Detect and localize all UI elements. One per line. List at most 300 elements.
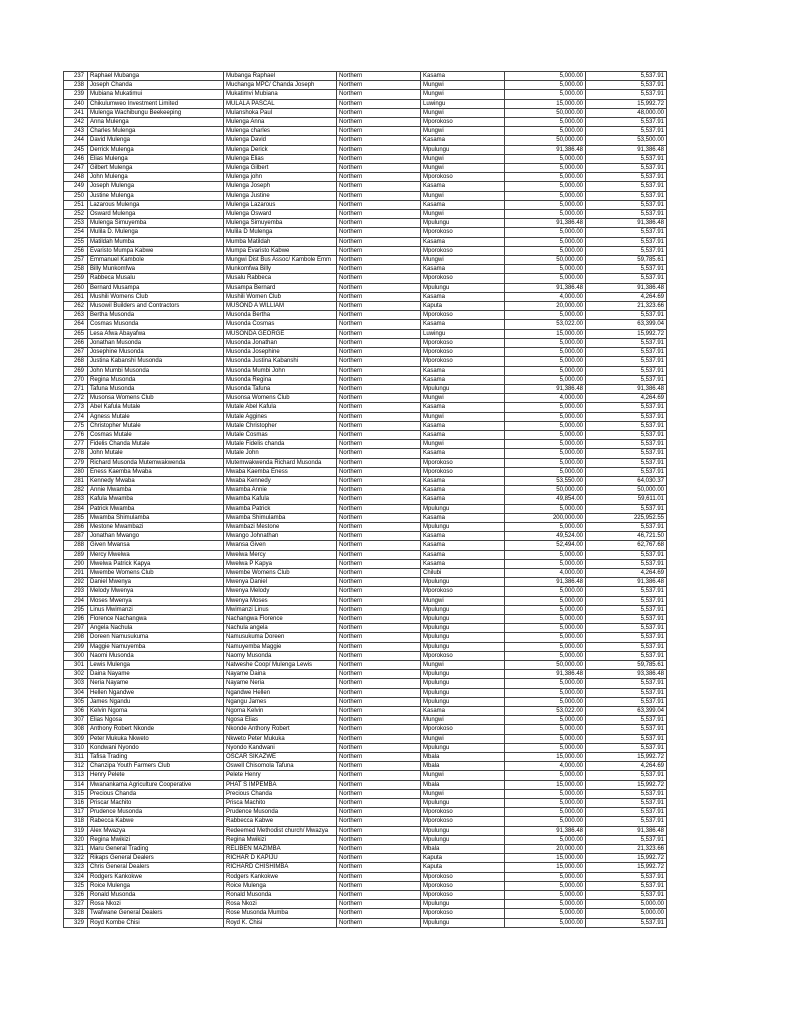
province-cell: Northern <box>337 81 421 90</box>
amount-cell: 5,000.00 <box>505 605 586 614</box>
district-cell: Mporokoso <box>421 338 505 347</box>
repayment-cell: 91,386.48 <box>586 219 667 228</box>
applicant-name-cell: Bertha Musonda <box>88 311 224 320</box>
row-number-cell: 283 <box>64 495 88 504</box>
repayment-cell: 4,264.69 <box>586 394 667 403</box>
amount-cell: 5,000.00 <box>505 743 586 752</box>
contact-name-cell: Rose Musonda Mumba <box>224 909 337 918</box>
contact-name-cell: Oswell Chisomola Tafuna <box>224 762 337 771</box>
amount-cell: 5,000.00 <box>505 237 586 246</box>
repayment-cell: 5,537.91 <box>586 651 667 660</box>
province-cell: Northern <box>337 550 421 559</box>
applicant-name-cell: Kelvin Ngoma <box>88 707 224 716</box>
amount-cell: 5,000.00 <box>505 274 586 283</box>
applicant-name-cell: Osward Mulenga <box>88 210 224 219</box>
contact-name-cell: RELIBEN MAZIMBA <box>224 845 337 854</box>
table-row <box>64 642 667 651</box>
row-number-cell: 316 <box>64 799 88 808</box>
amount-cell: 15,000.00 <box>505 863 586 872</box>
district-cell: Kasama <box>421 200 505 209</box>
row-number-cell: 314 <box>64 780 88 789</box>
row-number-cell: 245 <box>64 145 88 154</box>
district-cell: Mungwi <box>421 154 505 163</box>
table-row <box>64 771 667 780</box>
province-cell: Northern <box>337 587 421 596</box>
row-number-cell: 296 <box>64 614 88 623</box>
amount-cell: 5,000.00 <box>505 200 586 209</box>
row-number-cell: 295 <box>64 605 88 614</box>
repayment-cell: 5,537.91 <box>586 559 667 568</box>
applicant-name-cell: Precious Chanda <box>88 789 224 798</box>
contact-name-cell: Mutale Abel Kafula <box>224 403 337 412</box>
district-cell: Kasama <box>421 559 505 568</box>
district-cell: Mpulungu <box>421 283 505 292</box>
contact-name-cell: Nayame Neria <box>224 679 337 688</box>
row-number-cell: 287 <box>64 532 88 541</box>
district-cell: Kasama <box>421 366 505 375</box>
table-row <box>64 219 667 228</box>
amount-cell: 5,000.00 <box>505 835 586 844</box>
contact-name-cell: Nkonde Anthony Robert <box>224 725 337 734</box>
table-row <box>64 743 667 752</box>
district-cell: Kasama <box>421 495 505 504</box>
district-cell: Mpulungu <box>421 835 505 844</box>
table-row <box>64 605 667 614</box>
contact-name-cell: Musonda Josephine <box>224 348 337 357</box>
repayment-cell: 5,537.91 <box>586 357 667 366</box>
province-cell: Northern <box>337 394 421 403</box>
district-cell: Kaputa <box>421 854 505 863</box>
applicant-name-cell: Mwembe Womens Club <box>88 568 224 577</box>
province-cell: Northern <box>337 283 421 292</box>
repayment-cell: 5,537.91 <box>586 90 667 99</box>
repayment-cell: 15,992.72 <box>586 780 667 789</box>
amount-cell: 50,000.00 <box>505 136 586 145</box>
amount-cell: 5,000.00 <box>505 891 586 900</box>
amount-cell: 5,000.00 <box>505 430 586 439</box>
table-row <box>64 670 667 679</box>
repayment-cell: 63,399.04 <box>586 707 667 716</box>
contact-name-cell: Mumpa Evaristo Kabwe <box>224 246 337 255</box>
applicant-name-cell: Anthony Robert Nkonde <box>88 725 224 734</box>
row-number-cell: 241 <box>64 108 88 117</box>
applicant-name-cell: Maggie Namuyemba <box>88 642 224 651</box>
contact-name-cell: Mwimanzi Linus <box>224 605 337 614</box>
district-cell: Mporokoso <box>421 808 505 817</box>
applicant-name-cell: Lazarous Mulenga <box>88 200 224 209</box>
province-cell: Northern <box>337 697 421 706</box>
district-cell: Mungwi <box>421 734 505 743</box>
amount-cell: 5,000.00 <box>505 522 586 531</box>
table-row <box>64 614 667 623</box>
applicant-name-cell: Rabbeca Musalu <box>88 274 224 283</box>
table-row <box>64 311 667 320</box>
table-row <box>64 72 667 81</box>
row-number-cell: 310 <box>64 743 88 752</box>
row-number-cell: 246 <box>64 154 88 163</box>
row-number-cell: 251 <box>64 200 88 209</box>
repayment-cell: 5,537.91 <box>586 799 667 808</box>
district-cell: Mporokoso <box>421 173 505 182</box>
province-cell: Northern <box>337 99 421 108</box>
district-cell: Mpulungu <box>421 900 505 909</box>
contact-name-cell: Pelete Henry <box>224 771 337 780</box>
province-cell: Northern <box>337 182 421 191</box>
province-cell: Northern <box>337 872 421 881</box>
district-cell: Kasama <box>421 292 505 301</box>
amount-cell: 5,000.00 <box>505 679 586 688</box>
repayment-cell: 5,537.91 <box>586 743 667 752</box>
contact-name-cell: Nayame Daina <box>224 670 337 679</box>
row-number-cell: 238 <box>64 81 88 90</box>
repayment-cell: 5,537.91 <box>586 697 667 706</box>
applicant-name-cell: Henry Pelete <box>88 771 224 780</box>
contact-name-cell: Mwansa Given <box>224 541 337 550</box>
row-number-cell: 237 <box>64 72 88 81</box>
table-row <box>64 283 667 292</box>
repayment-cell: 5,537.91 <box>586 421 667 430</box>
district-cell: Mungwi <box>421 127 505 136</box>
row-number-cell: 278 <box>64 449 88 458</box>
district-cell: Mporokoso <box>421 587 505 596</box>
contact-name-cell: Musonda Regina <box>224 375 337 384</box>
amount-cell: 91,386.48 <box>505 670 586 679</box>
applicant-name-cell: Mulenga Simuyemba <box>88 219 224 228</box>
repayment-cell: 5,537.91 <box>586 835 667 844</box>
row-number-cell: 299 <box>64 642 88 651</box>
table-row <box>64 136 667 145</box>
district-cell: Mungwi <box>421 108 505 117</box>
amount-cell: 53,022.00 <box>505 320 586 329</box>
contact-name-cell: Musonda Jonathan <box>224 338 337 347</box>
contact-name-cell: Muchanga MPC/ Chanda Joseph <box>224 81 337 90</box>
district-cell: Mpulungu <box>421 826 505 835</box>
table-row <box>64 863 667 872</box>
province-cell: Northern <box>337 532 421 541</box>
repayment-cell: 63,399.04 <box>586 320 667 329</box>
table-row <box>64 835 667 844</box>
amount-cell: 53,550.00 <box>505 476 586 485</box>
district-cell: Kasama <box>421 403 505 412</box>
contact-name-cell: Mulenga john <box>224 173 337 182</box>
district-cell: Mungwi <box>421 81 505 90</box>
table-row <box>64 661 667 670</box>
row-number-cell: 264 <box>64 320 88 329</box>
district-cell: Mpulungu <box>421 522 505 531</box>
province-cell: Northern <box>337 854 421 863</box>
amount-cell: 4,000.00 <box>505 394 586 403</box>
amount-cell: 15,000.00 <box>505 329 586 338</box>
district-cell: Mporokoso <box>421 467 505 476</box>
district-cell: Mungwi <box>421 596 505 605</box>
repayment-cell: 5,537.91 <box>586 467 667 476</box>
table-row <box>64 578 667 587</box>
applicant-name-cell: Abel Kafula Mutale <box>88 403 224 412</box>
province-cell: Northern <box>337 743 421 752</box>
row-number-cell: 254 <box>64 228 88 237</box>
amount-cell: 5,000.00 <box>505 72 586 81</box>
applicant-name-cell: Mwanankama Agriculture Cooperative <box>88 780 224 789</box>
row-number-cell: 243 <box>64 127 88 136</box>
row-number-cell: 265 <box>64 329 88 338</box>
province-cell: Northern <box>337 164 421 173</box>
applicant-name-cell: Moses Mwenya <box>88 596 224 605</box>
province-cell: Northern <box>337 118 421 127</box>
row-number-cell: 304 <box>64 688 88 697</box>
district-cell: Kasama <box>421 707 505 716</box>
table-row <box>64 891 667 900</box>
row-number-cell: 329 <box>64 918 88 927</box>
district-cell: Mungwi <box>421 716 505 725</box>
table-row <box>64 210 667 219</box>
applicant-name-cell: Joseph Mulenga <box>88 182 224 191</box>
table-row <box>64 182 667 191</box>
applicant-name-cell: Neria Nayame <box>88 679 224 688</box>
row-number-cell: 309 <box>64 734 88 743</box>
district-cell: Mporokoso <box>421 651 505 660</box>
table-row <box>64 918 667 927</box>
province-cell: Northern <box>337 753 421 762</box>
contact-name-cell: Rabbecca Kabwe <box>224 817 337 826</box>
row-number-cell: 321 <box>64 845 88 854</box>
applicant-name-cell: Matildah Mumba <box>88 237 224 246</box>
row-number-cell: 284 <box>64 504 88 513</box>
row-number-cell: 303 <box>64 679 88 688</box>
applicant-name-cell: Ronald Musonda <box>88 891 224 900</box>
repayment-cell: 15,992.72 <box>586 863 667 872</box>
table-row <box>64 458 667 467</box>
district-cell: Mungwi <box>421 661 505 670</box>
amount-cell: 5,000.00 <box>505 440 586 449</box>
applicant-name-cell: Tafisa Trading <box>88 753 224 762</box>
repayment-cell: 59,611.01 <box>586 495 667 504</box>
amount-cell: 15,000.00 <box>505 99 586 108</box>
district-cell: Mungwi <box>421 191 505 200</box>
contact-name-cell: Mulenga David <box>224 136 337 145</box>
row-number-cell: 277 <box>64 440 88 449</box>
province-cell: Northern <box>337 200 421 209</box>
repayment-cell: 64,030.37 <box>586 476 667 485</box>
contact-name-cell: Mwelwa Mercy <box>224 550 337 559</box>
province-cell: Northern <box>337 338 421 347</box>
province-cell: Northern <box>337 108 421 117</box>
repayment-cell: 5,537.91 <box>586 734 667 743</box>
district-cell: Mporokoso <box>421 311 505 320</box>
province-cell: Northern <box>337 651 421 660</box>
table-row <box>64 357 667 366</box>
repayment-cell: 5,537.91 <box>586 504 667 513</box>
amount-cell: 5,000.00 <box>505 504 586 513</box>
district-cell: Mungwi <box>421 394 505 403</box>
province-cell: Northern <box>337 670 421 679</box>
repayment-cell: 5,537.91 <box>586 403 667 412</box>
applicant-name-cell: Rosa Nkozi <box>88 900 224 909</box>
table-row <box>64 688 667 697</box>
amount-cell: 200,000.00 <box>505 513 586 522</box>
applicant-name-cell: Gilbert Mulenga <box>88 164 224 173</box>
province-cell: Northern <box>337 154 421 163</box>
district-cell: Chilubi <box>421 568 505 577</box>
repayment-cell: 48,000.00 <box>586 108 667 117</box>
row-number-cell: 298 <box>64 633 88 642</box>
repayment-cell: 5,537.91 <box>586 311 667 320</box>
contact-name-cell: Mutale Aggines <box>224 412 337 421</box>
amount-cell: 50,000.00 <box>505 486 586 495</box>
applicant-name-cell: John Mutale <box>88 449 224 458</box>
contact-name-cell: Ngosa Elias <box>224 716 337 725</box>
province-cell: Northern <box>337 145 421 154</box>
repayment-cell: 5,537.91 <box>586 440 667 449</box>
applicant-name-cell: Elias Ngosa <box>88 716 224 725</box>
district-cell: Mungwi <box>421 412 505 421</box>
contact-name-cell: Naomy Musonda <box>224 651 337 660</box>
repayment-cell: 5,000.00 <box>586 900 667 909</box>
province-cell: Northern <box>337 127 421 136</box>
applicant-name-cell: Christopher Mutale <box>88 421 224 430</box>
contact-name-cell: Mwenya Moses <box>224 596 337 605</box>
row-number-cell: 266 <box>64 338 88 347</box>
contact-name-cell: Mwango Johnathan <box>224 532 337 541</box>
applicant-name-cell: Roice Mulenga <box>88 881 224 890</box>
district-cell: Mpulungu <box>421 614 505 623</box>
province-cell: Northern <box>337 72 421 81</box>
repayment-cell: 59,785.61 <box>586 256 667 265</box>
table-row <box>64 228 667 237</box>
contact-name-cell: Mwamba Annie <box>224 486 337 495</box>
repayment-cell: 5,537.91 <box>586 430 667 439</box>
province-cell: Northern <box>337 292 421 301</box>
amount-cell: 91,386.48 <box>505 384 586 393</box>
province-cell: Northern <box>337 826 421 835</box>
table-row <box>64 624 667 633</box>
row-number-cell: 253 <box>64 219 88 228</box>
applicant-name-cell: Fidelis Chanda Mutale <box>88 440 224 449</box>
amount-cell: 5,000.00 <box>505 651 586 660</box>
repayment-cell: 5,537.91 <box>586 154 667 163</box>
district-cell: Mporokoso <box>421 228 505 237</box>
repayment-cell: 5,537.91 <box>586 228 667 237</box>
applicant-name-cell: Eness Kaemba Mwaba <box>88 467 224 476</box>
repayment-cell: 59,785.61 <box>586 661 667 670</box>
province-cell: Northern <box>337 311 421 320</box>
repayment-cell: 5,537.91 <box>586 808 667 817</box>
district-cell: Mungwi <box>421 771 505 780</box>
contact-name-cell: Mwamba Patrick <box>224 504 337 513</box>
province-cell: Northern <box>337 881 421 890</box>
province-cell: Northern <box>337 256 421 265</box>
contact-name-cell: Mukatimvi Mubiana <box>224 90 337 99</box>
province-cell: Northern <box>337 578 421 587</box>
province-cell: Northern <box>337 210 421 219</box>
contact-name-cell: Mulenga Joseph <box>224 182 337 191</box>
contact-name-cell: Mulenga Justine <box>224 191 337 200</box>
table-row <box>64 394 667 403</box>
repayment-cell: 5,537.91 <box>586 118 667 127</box>
row-number-cell: 257 <box>64 256 88 265</box>
applicant-name-cell: Tafuna Musonda <box>88 384 224 393</box>
repayment-cell: 4,264.69 <box>586 292 667 301</box>
district-cell: Mporokoso <box>421 891 505 900</box>
applicant-name-cell: Hellen Ngandwe <box>88 688 224 697</box>
repayment-cell: 5,537.91 <box>586 614 667 623</box>
amount-cell: 52,494.00 <box>505 541 586 550</box>
province-cell: Northern <box>337 845 421 854</box>
loan-table <box>63 71 667 928</box>
contact-name-cell: Mutale Cosmas <box>224 430 337 439</box>
amount-cell: 5,000.00 <box>505 449 586 458</box>
row-number-cell: 280 <box>64 467 88 476</box>
district-cell: Mpulungu <box>421 633 505 642</box>
repayment-cell: 46,721.50 <box>586 532 667 541</box>
repayment-cell: 5,537.91 <box>586 605 667 614</box>
table-row <box>64 872 667 881</box>
district-cell: Mporokoso <box>421 872 505 881</box>
amount-cell: 5,000.00 <box>505 734 586 743</box>
district-cell: Mporokoso <box>421 817 505 826</box>
repayment-cell: 21,323.66 <box>586 302 667 311</box>
province-cell: Northern <box>337 467 421 476</box>
repayment-cell: 5,537.91 <box>586 624 667 633</box>
amount-cell: 5,000.00 <box>505 697 586 706</box>
contact-name-cell: Mulenga Simuyemba <box>224 219 337 228</box>
province-cell: Northern <box>337 707 421 716</box>
province-cell: Northern <box>337 366 421 375</box>
district-cell: Luwingu <box>421 329 505 338</box>
amount-cell: 5,000.00 <box>505 338 586 347</box>
repayment-cell: 5,537.91 <box>586 633 667 642</box>
row-number-cell: 319 <box>64 826 88 835</box>
contact-name-cell: Mwelwa P Kapya <box>224 559 337 568</box>
district-cell: Mungwi <box>421 90 505 99</box>
row-number-cell: 322 <box>64 854 88 863</box>
applicant-name-cell: Maru General Trading <box>88 845 224 854</box>
row-number-cell: 307 <box>64 716 88 725</box>
repayment-cell: 5,537.91 <box>586 716 667 725</box>
table-row <box>64 909 667 918</box>
contact-name-cell: OSCAR SIKAZWE <box>224 753 337 762</box>
contact-name-cell: Ronald Musonda <box>224 891 337 900</box>
table-row <box>64 845 667 854</box>
applicant-name-cell: Regina Musonda <box>88 375 224 384</box>
repayment-cell: 5,537.91 <box>586 642 667 651</box>
table-row <box>64 90 667 99</box>
contact-name-cell: Mwamba Shimulamba <box>224 513 337 522</box>
applicant-name-cell: Rikaps General Dealers <box>88 854 224 863</box>
row-number-cell: 259 <box>64 274 88 283</box>
province-cell: Northern <box>337 808 421 817</box>
row-number-cell: 308 <box>64 725 88 734</box>
applicant-name-cell: John Mumbi Musonda <box>88 366 224 375</box>
contact-name-cell: Nachangwa Florence <box>224 614 337 623</box>
table-row <box>64 384 667 393</box>
contact-name-cell: MUSONDA GEORGE <box>224 329 337 338</box>
amount-cell: 5,000.00 <box>505 771 586 780</box>
contact-name-cell: Prudence Musonda <box>224 808 337 817</box>
table-row <box>64 753 667 762</box>
province-cell: Northern <box>337 624 421 633</box>
district-cell: Kasama <box>421 449 505 458</box>
province-cell: Northern <box>337 605 421 614</box>
row-number-cell: 260 <box>64 283 88 292</box>
repayment-cell: 5,537.91 <box>586 458 667 467</box>
applicant-name-cell: Given Mwansa <box>88 541 224 550</box>
applicant-name-cell: Elias Mulenga <box>88 154 224 163</box>
province-cell: Northern <box>337 302 421 311</box>
applicant-name-cell: John Mulenga <box>88 173 224 182</box>
amount-cell: 5,000.00 <box>505 467 586 476</box>
district-cell: Mungwi <box>421 210 505 219</box>
applicant-name-cell: Charles Mulenga <box>88 127 224 136</box>
